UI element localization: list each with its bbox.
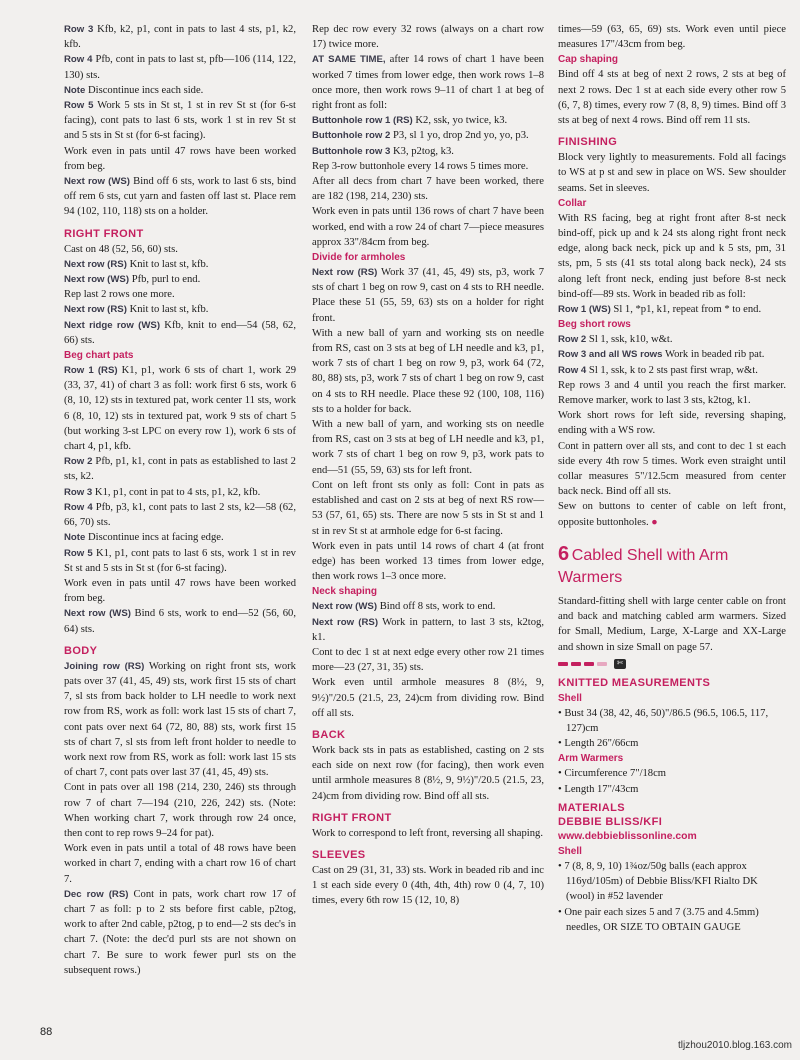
paragraph-text: Work even in pats until 136 rows of chart 7 have been worked, end with a row 24 of chart 7—piece measures approx 33"/84cm from beg. [312,206,544,248]
shell-list [558,706,786,752]
paragraph-text: Pfb, p3, k1, cont pats to last 2 sts, k2—58 (62, 66, 70) sts. [64,501,296,529]
paragraph [64,887,296,978]
shell-heading: Shell [558,692,582,704]
measurements-heading: KNITTED MEASUREMENTS [558,676,711,689]
paragraph [64,144,296,174]
paragraph-text: Bind off 4 sts at beg of next 2 rows, 2 sts at beg of next 2 rows. Dec 1 st at each side every other row 5 (6, 7, 8) times, every row 7 (8, 8, 9) times. Bind off 3 sts at beg of next 4 rows. Bind off rem 11 sts. [558,69,786,127]
row-label: Row 4 [64,501,93,513]
row-label: Buttonhole row 1 (RS) [312,115,413,127]
paragraph-text: Block very lightly to measurements. Fold all facings to WS at p st and sew in place on WS. Sew shoulder seams. Set in sleeves. [558,152,786,194]
row-label: Next row (WS) [64,274,130,286]
list-item: • Bust 34 (38, 42, 46, 50)"/86.5 (96.5, 106.5, 117, 127)cm [566,706,786,736]
paragraph [312,417,544,478]
paragraph [312,265,544,326]
paragraph [558,332,786,347]
list-item: • Length 26"/66cm [566,736,786,751]
skill-bar-icon [571,662,581,666]
paragraph-text: Work 5 sts in St st, 1 st in rev St st (for 6-st facing), cont pats to last 6 sts, work 1 st in rev St st and 5 sts in St st (for 6-st facing). [64,100,296,142]
brand-heading: DEBBIE BLISS/KFI [558,815,663,828]
paragraph [64,530,296,545]
paragraph-text: Work even until armhole measures 8 (8½, 9, 9½)"/20.5 (21.5, 23, 24)cm from dividing row. Bind off all sts. [312,677,544,719]
section-heading: Beg short rows [558,319,631,331]
scissors-icon: ✄ [614,659,626,669]
paragraph [312,826,544,841]
paragraph-text: Rep dec row every 32 rows (always on a chart row 17) twice more. [312,24,544,51]
paragraph-text: K1, p1, cont in pat to 4 sts, p1, k2, kfb. [94,486,261,498]
row-label: Next row (WS) [64,176,131,188]
paragraph [64,546,296,576]
paragraph [64,454,296,484]
paragraph [312,174,544,204]
paragraph [64,606,296,636]
paragraph [312,22,544,52]
skill-bar-icon [597,662,607,666]
paragraph [64,83,296,98]
paragraph [64,500,296,530]
paragraph-text: Bind 6 sts, work to end—52 (56, 60, 64) sts. [64,608,296,635]
column-1 [64,22,296,978]
paragraph-text: Cont on left front sts only as foll: Cont in pats as established and cast on 2 sts at beg of next RS row—53 (57, 61, 65) sts. There are now 5 sts in St st and 1 st in rev St st at armhole edge for 6-st facing. [312,479,544,537]
list-item: • Circumference 7"/18cm [566,766,786,781]
paragraph-text: Pfb, purl to end. [131,274,201,286]
skill-level [558,659,786,669]
section-heading: Collar [558,197,587,209]
row-label: Buttonhole row 3 [312,145,391,157]
paragraph [64,485,296,500]
paragraph [312,144,544,159]
paragraph-text: Cont in pattern over all sts, and cont to dec 1 st each side every 4th row 5 times. Work even straight until collar measures 5"/12.5cm measured from center back neck. Bind off all sts. [558,440,786,498]
section-heading: Cap shaping [558,54,619,66]
paragraph [64,22,296,52]
paragraph [64,576,296,606]
row-label: Row 1 (RS) [64,365,118,377]
paragraph [64,780,296,841]
section-number: 6 [558,542,570,565]
row-label: Row 4 [558,364,587,376]
paragraph [312,204,544,250]
paragraph-text: Discontinue incs at facing edge. [87,532,224,544]
paragraph [312,113,544,128]
paragraph [64,841,296,887]
paragraph-text: Knit to last st, kfb. [129,304,209,316]
paragraph-text: Cast on 48 (52, 56, 60) sts. [64,243,178,255]
paragraph [312,159,544,174]
paragraph-text: Cont in pats over all 198 (214, 230, 246) sts through row 7 of chart 7—194 (210, 226, 242) sts. (Note: When working chart 7, work through row 24 once, then cont to rep rows 9–24 for pat). [64,782,296,839]
paragraph-text: Work even in pats until 14 rows of chart 4 (at front edge) has been worked 13 times from lower edge, then work rows 1–3 once more. [312,540,544,583]
paragraph-text: Work in beaded rib pat. [664,349,765,361]
row-label: Next row (RS) [64,304,127,316]
paragraph-text: Knit to last st, kfb. [129,258,209,270]
paragraph [64,287,296,302]
paragraph-text: times—59 (63, 65, 69) sts. Work even until piece measures 17"/43cm from beg. [558,24,786,51]
paragraph-text: With a new ball of yarn, and working sts on needle from RS, cast on 3 sts at beg of LH needle and k3, p1, work 7 sts of chart 1 beg on row 9, p3, work pats to end—51 (55, 59, 63) sts for left front. [312,419,544,476]
row-label: Next row (RS) [312,616,379,628]
paragraph [312,675,544,721]
paragraph [558,439,786,500]
paragraph [312,326,544,417]
paragraph-text: Work even in pats until a total of 48 rows have been worked in chart 7, ending with a chart row 16 of chart 7. [64,843,296,885]
skill-bar-icon [584,662,594,666]
row-label: Row 3 and all WS rows [558,349,663,361]
row-label: Dec row (RS) [64,888,129,900]
paragraph [312,52,544,113]
paragraph [312,599,544,614]
paragraph [64,257,296,272]
paragraph-text: K1, p1, cont pats to last 6 sts, work 1 st in rev St st and 5 sts in St st (for 6-st facing). [64,547,296,574]
paragraph-text: Rep last 2 rows one more. [64,289,175,301]
paragraph-text: Sew on buttons to center of cable on left front, opposite buttonholes. [558,501,786,528]
paragraph-text: Sl 1, *p1, k1, repeat from * to end. [613,304,762,316]
section-name: Cabled Shell with Arm Warmers [558,546,729,586]
paragraph-text: after 14 rows of chart 1 have been worked 7 times from lower edge, then work rows 1–8 once more, then work rows 9–11 of chart 1 at beg of right front as foll: [312,54,544,112]
paragraph [558,408,786,438]
row-label: Next row (WS) [312,601,378,613]
paragraph [558,67,786,128]
row-label: Row 3 [64,24,94,35]
paragraph-text: Sl 1, ssk, k10, w&t. [588,334,673,346]
paragraph-text: Work 37 (41, 45, 49) sts, p3, work 7 sts of chart 1 beg on row 9, cast on 4 sts to RH needle. Place these 51 (55, 59, 63) sts on a holder for right front. [312,267,544,324]
paragraph-text: Work to correspond to left front, reversing all shaping. [312,827,543,839]
paragraph [558,499,786,529]
column-3 [558,22,786,935]
paragraph-text: After all decs from chart 7 have been worked, there are 182 (198, 214, 230) sts. [312,176,544,203]
paragraph [64,174,296,220]
end-mark-icon: ● [648,516,658,528]
paragraph-text: Pfb, p1, k1, cont in pats as established to last 2 sts, k2. [64,456,296,483]
paragraph-text: Rep 3-row buttonhole every 14 rows 5 times more. [312,160,529,172]
paragraph [64,318,296,348]
column-2 [312,22,544,909]
paragraph-text: Work short rows for left side, reversing shaping, ending with a WS row. [558,410,786,437]
paragraph [64,52,296,82]
page-number: 88 [40,1026,53,1038]
paragraph-text: With RS facing, beg at right front after 8-st neck bind-off, pick up and k 24 sts along right front neck edge, along back neck, pick up and k 5 sts, pm, 31 sts, pm, 5 sts (41 sts total along back neck), 24 sts along left front neck, ending just before 8-st neck bind-off—89 sts. Work in beaded rib as foll: [558,212,786,300]
row-label: Row 2 [558,334,587,346]
section-heading: BODY [64,644,98,657]
paragraph [312,645,544,675]
paragraph [312,478,544,539]
paragraph [312,743,544,804]
paragraph-text: Work in pattern, to last 3 sts, k2tog, k1. [312,616,544,643]
paragraph-text: With a new ball of yarn and working sts on needle from RS, cast on 3 sts at beg of LH needle and k3, p1, work 7 sts of chart 1 beg on row 9, p3, work 64 (72, 80, 88) sts, p3, work 7 sts of chart 1 beg on row 9, cast on 4 sts to RH needle. Place these 92 (100, 108, 116) sts to a holder for back. [312,327,544,415]
paragraph [312,615,544,645]
row-label: Row 4 [64,54,93,66]
row-label: Next row (RS) [64,258,127,270]
paragraph-text: Work even in pats until 47 rows have been worked from beg. [64,577,296,605]
section-heading: RIGHT FRONT [64,227,144,240]
paragraph [558,347,786,362]
row-label: Note [64,532,86,544]
materials-heading: MATERIALS [558,801,625,814]
row-label: Next ridge row (WS) [64,319,161,331]
paragraph-text: P3, sl 1 yo, drop 2nd yo, yo, p3. [393,130,529,142]
paragraph-text: K3, p2tog, k3. [393,145,454,157]
list-item: • 7 (8, 8, 9, 10) 1¾oz/50g balls (each approx 116yd/105m) of Debbie Bliss/KFI Rialto DK (wool) in #52 lavender [566,859,786,905]
paragraph [64,98,296,144]
paragraph-text: Pfb, cont in pats to last st, pfb—106 (114, 122, 130) sts. [64,54,296,81]
paragraph-text: Sl 1, ssk, k to 2 sts past first wrap, w&t. [588,364,758,376]
paragraph-text: Bind off 6 sts, work to last 6 sts, bind off rem 6 sts, cut yarn and fasten off last st. Place rem 94 (102, 110, 118) sts on a holder. [64,176,296,218]
paragraph-text: Kfb, knit to end—54 (58, 62, 66) sts. [64,319,296,346]
section-heading: Divide for armholes [312,252,406,264]
paragraph-text: Discontinue incs each side. [87,84,204,96]
paragraph-text: K1, p1, work 6 sts of chart 1, work 29 (33, 37, 41) of chart 3 as foll: work first 6 sts, work 6 (8, 10, 12) sts in textured pat, work center 11 sts, work 6 (8, 10, 12) sts in textured pat, work 9 sts of chart 5 (but working 3-st LPC on every row 1), work 6 sts of chart 4, p1, kfb. [64,365,296,453]
section-title [558,544,786,590]
paragraph [64,659,296,781]
arm-list [558,766,786,796]
skill-bar-icon [558,662,568,666]
paragraph [558,302,786,317]
paragraph [312,863,544,909]
paragraph [558,22,786,52]
row-label: Row 2 [64,456,93,468]
paragraph [312,128,544,143]
paragraph [64,242,296,257]
paragraph-text: Working on right front sts, work pats over 37 (41, 45, 49) sts, work first 15 sts of chart 7, sl sts from back holder to LH needle to work next row from RS, work as foll: work last 15 sts of chart 7, cont pats over next 64 (72, 80, 88) sts, work first 15 sts of chart 7, sl sts from left front holder to needle to work next row from RS, work as foll: work last 15 sts of chart 7, cont pats over last 37 (41, 45, 49) sts. [64,660,296,779]
list-item: • Length 17"/43cm [566,782,786,797]
section-heading: Beg chart pats [64,350,134,362]
brand-link[interactable]: www.debbieblissonline.com [558,830,697,842]
paragraph [64,302,296,317]
paragraph-text: Kfb, k2, p1, cont in pats to last 4 sts, p1, k2, kfb. [64,24,296,51]
row-label: Row 5 [64,100,94,112]
paragraph-text: Work even in pats until 47 rows have been worked from beg. [64,145,296,172]
row-label: Row 5 [64,547,93,559]
row-label: Buttonhole row 2 [312,130,391,142]
row-label: Row 3 [64,486,93,498]
paragraph-text: Work back sts in pats as established, casting on 2 sts each side on next row (for facing), then work even until armhole measures 8 (8½, 9, 9½)"/20.5 (21.5, 23, 24)cm from dividing row. Bind off all sts. [312,744,544,802]
paragraph-text: Rep rows 3 and 4 until you reach the first marker. Remove marker, work to last 3 sts, k2tog, k1. [558,379,786,407]
paragraph [558,211,786,302]
materials-shell-heading: Shell [558,845,582,857]
paragraph-text: Bind off 8 sts, work to end. [379,601,496,613]
paragraph [64,272,296,287]
list-item: • One pair each sizes 5 and 7 (3.75 and 4.5mm) needles, OR SIZE TO OBTAIN GAUGE [566,905,786,935]
section-heading: BACK [312,728,346,741]
row-label: AT SAME TIME, [312,54,386,66]
row-label: Note [64,84,86,96]
paragraph-text: Cast on 29 (31, 31, 33) sts. Work in beaded rib and inc 1 st each side every 0 (4th, 4th, 4th) row 0 (4, 7, 10) times, every 6th row 15 (12, 10, 8) [312,864,544,907]
section-intro: Standard-fitting shell with large center cable on front and back and matching cabled arm warmers. Sized for Small, Medium, Large, X-Large and XX-Large and shown in size Small on page 57. [558,595,786,653]
arm-warmers-heading: Arm Warmers [558,753,624,765]
paragraph [558,378,786,408]
paragraph [558,363,786,378]
paragraph-text: Cont in pats, work chart row 17 of chart 7 as foll: p to 2 sts before first cable, p2tog, work to after 2nd cable, p2tog, p to end—2 sts dec's in chart 7. (Note: the dec'd purl sts are not shown on chart 7. Be sure to work fewer purl sts on the subsequent rows.) [64,888,296,976]
row-label: Next row (RS) [312,267,378,279]
row-label: Next row (WS) [64,608,131,620]
section-heading: FINISHING [558,136,618,149]
paragraph-text: K2, ssk, yo twice, k3. [415,115,508,127]
paragraph [64,363,296,454]
section-heading: Neck shaping [312,586,378,598]
paragraph-text: Cont to dec 1 st at next edge every other row 21 times more—23 (27, 31, 35) sts. [312,646,544,674]
watermark: tljzhou2010.blog.163.com [678,1040,792,1051]
section-heading: RIGHT FRONT [312,811,392,824]
row-label: Joining row (RS) [64,660,145,672]
paragraph [312,539,544,585]
paragraph [558,150,786,196]
materials-list [558,859,786,935]
section-heading: SLEEVES [312,848,366,861]
row-label: Row 1 (WS) [558,304,611,316]
